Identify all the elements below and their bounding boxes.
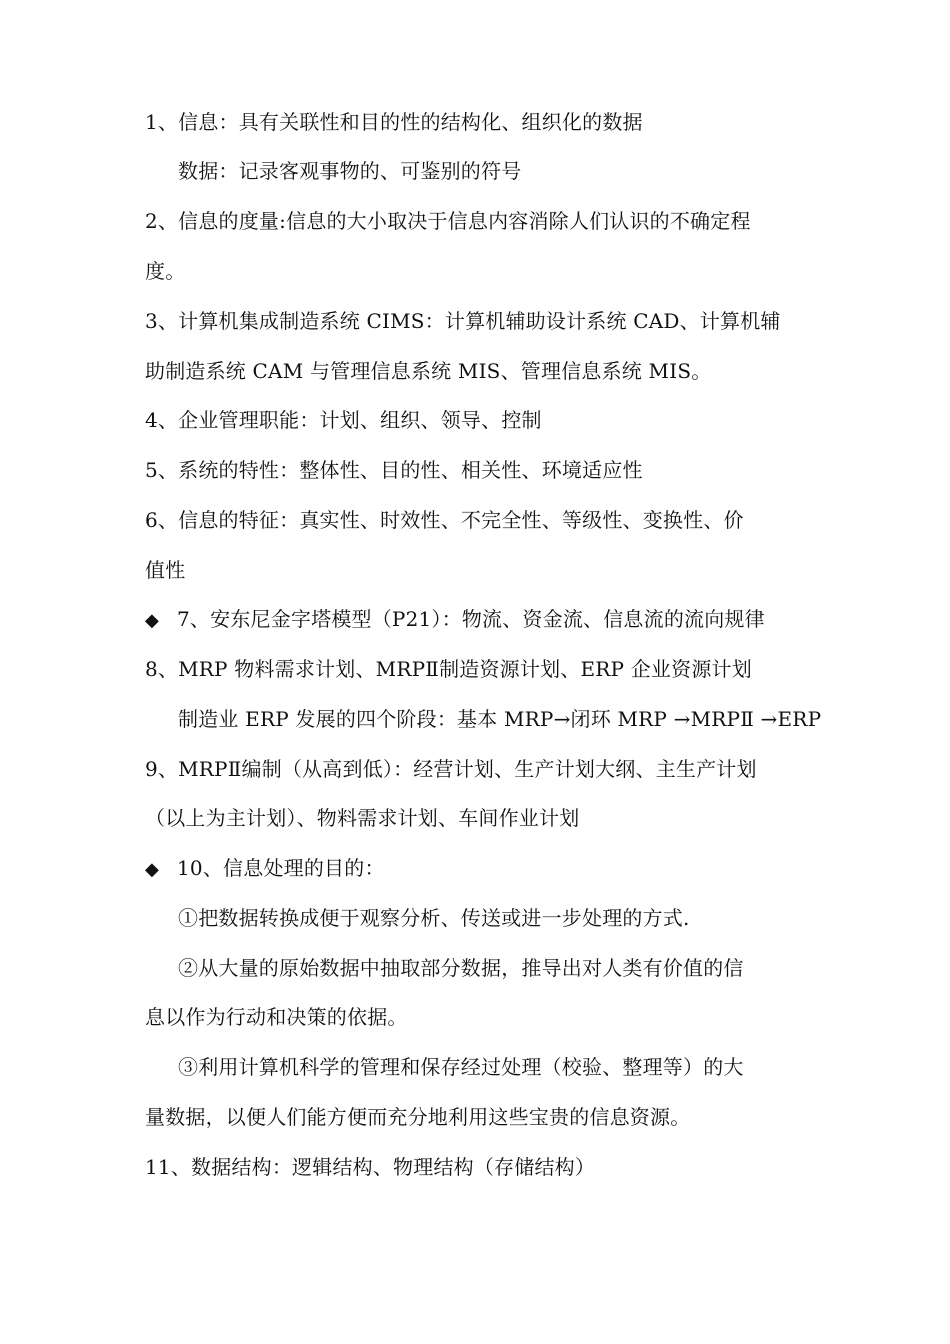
- text-line: 10、信息处理的目的：: [177, 856, 385, 880]
- text-line: 9、MRPⅡ编制（从高到低）：经营计划、生产计划大纲、主生产计划: [145, 757, 757, 781]
- text-line: ①把数据转换成便于观察分析、传送或进一步处理的方式.: [178, 906, 690, 930]
- text-line: 量数据，以便人们能方便而充分地利用这些宝贵的信息资源。: [145, 1105, 691, 1129]
- text-line: 2、信息的度量:信息的大小取决于信息内容消除人们认识的不确定程: [145, 209, 751, 233]
- text-line: 制造业 ERP 发展的四个阶段：基本 MRP→闭环 MRP →MRPⅡ →ERP: [178, 707, 822, 731]
- text-line: 数据：记录客观事物的、可鉴别的符号: [178, 159, 522, 183]
- text-line: 5、系统的特性：整体性、目的性、相关性、环境适应性: [145, 458, 643, 482]
- text-line: 7、安东尼金字塔模型（P21）：物流、资金流、信息流的流向规律: [177, 607, 765, 631]
- text-line: 助制造系统 CAM 与管理信息系统 MIS、管理信息系统 MIS。: [145, 359, 712, 383]
- text-line: （以上为主计划）、物料需求计划、车间作业计划: [145, 806, 580, 830]
- text-line: 度。: [145, 259, 186, 283]
- text-line: 6、信息的特征：真实性、时效性、不完全性、等级性、变换性、价: [145, 508, 744, 532]
- diamond-bullet-icon: ◆: [145, 859, 160, 880]
- diamond-bullet-icon: ◆: [145, 610, 160, 631]
- bullet-item: [145, 854, 825, 884]
- text-line: ②从大量的原始数据中抽取部分数据，推导出对人类有价值的信: [178, 956, 744, 980]
- text-line: 息以作为行动和决策的依据。: [145, 1005, 408, 1029]
- text-line: 11、数据结构：逻辑结构、物理结构（存储结构）: [145, 1155, 596, 1179]
- text-line: 3、计算机集成制造系统 CIMS：计算机辅助设计系统 CAD、计算机辅: [145, 309, 781, 333]
- text-line: 4、企业管理职能：计划、组织、领导、控制: [145, 408, 542, 432]
- text-line: 8、MRP 物料需求计划、MRPⅡ制造资源计划、ERP 企业资源计划: [145, 657, 752, 681]
- text-line: ③利用计算机科学的管理和保存经过处理（校验、整理等）的大: [178, 1055, 744, 1079]
- text-line: 值性: [145, 558, 186, 582]
- text-line: 1、信息：具有关联性和目的性的结构化、组织化的数据: [145, 110, 643, 134]
- bullet-item: [145, 605, 825, 635]
